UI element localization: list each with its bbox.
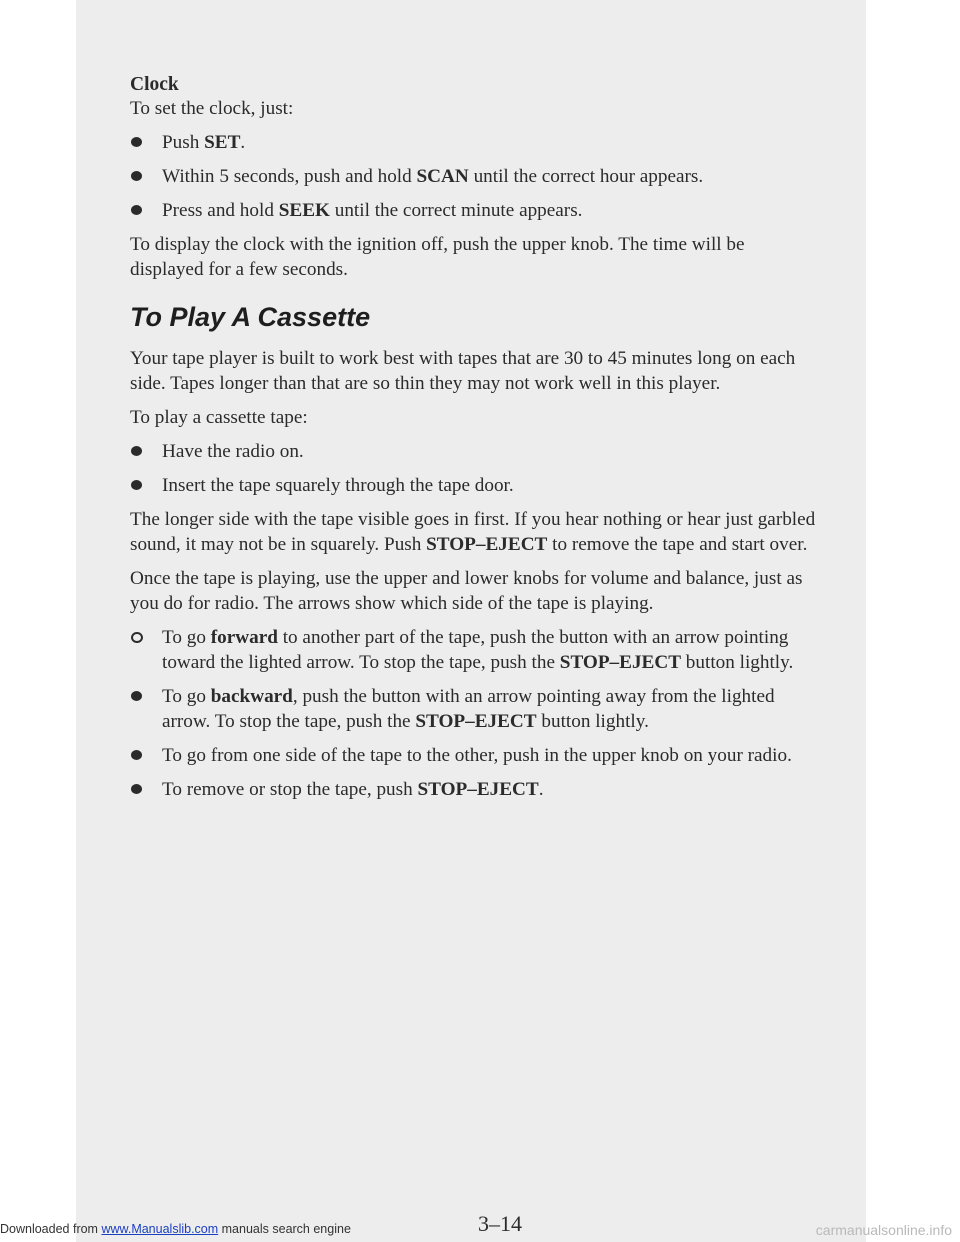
bullet-icon [131,632,143,643]
step-text: Press and hold [162,200,279,221]
step-text: until the correct hour appears. [468,166,704,187]
step-text: Push [162,132,205,153]
cassette-paragraph: Once the tape is playing, use the upper and lower knobs for volume and balance, just as you do for radio. The arrows show which side of the tape is playing. [130,568,803,614]
cassette-heading: To Play A Cassette [130,302,371,332]
list-item [130,130,820,155]
paragraph-text: The longer side with the tape visible goes in first. If you hear nothing or hear just garbled sound, it may not be in squarely. Push [130,509,816,555]
clock-heading: Clock [130,74,179,95]
cassette-paragraph: To play a cassette tape: [130,407,308,428]
step-text: . [240,132,246,153]
cassette-steps-list [130,439,820,498]
page-number-text: 3–14 [478,1211,522,1236]
watermark-text: carmanualsonline.info [815,1222,952,1238]
bullet-icon [131,205,142,215]
cassette-controls-list [130,625,820,802]
cassette-paragraph: Your tape player is built to work best with tapes that are 30 to 45 minutes long on each side. Tapes longer than that are so thin they may not work well in this player. [130,348,796,394]
footer-text: Downloaded from [0,1222,102,1236]
bullet-icon [131,691,142,701]
manual-page-content [130,74,820,811]
bullet-icon [131,171,142,181]
step-key: SET [204,132,241,153]
bullet-icon [131,480,142,490]
step-key: STOP–EJECT [559,652,681,673]
step-text: To go from one side of the tape to the other, push in the upper knob on your radio. [162,745,792,766]
step-text: Insert the tape squarely through the tape door. [162,475,514,496]
list-item [130,198,820,223]
list-item [130,777,820,802]
step-text: until the correct minute appears. [329,200,583,221]
manualslib-link[interactable]: www.Manualslib.com [101,1222,219,1236]
step-text: To go [162,627,211,648]
step-key: SEEK [278,200,330,221]
bullet-icon [131,137,142,147]
download-footer [0,1222,351,1236]
step-key: backward [210,686,293,707]
step-text: button lightly. [536,711,649,732]
step-text: to another part of the tape, push the button with an arrow pointing toward the lighted arrow. To stop the tape, push the [162,627,789,673]
step-text: , push the button with an arrow pointing away from the lighted arrow. To stop the tape, push the [162,686,775,732]
step-key: STOP–EJECT [417,779,539,800]
bullet-icon [131,784,142,794]
bullet-icon [131,446,142,456]
paragraph-key: STOP–EJECT [426,534,548,555]
paragraph-text: to remove the tape and start over. [547,534,808,555]
list-item [130,473,820,498]
list-item [130,625,820,675]
footer-text: manuals search engine [218,1222,351,1236]
step-text: button lightly. [681,652,794,673]
cassette-paragraph [130,507,820,557]
bullet-icon [131,750,142,760]
step-key: SCAN [416,166,469,187]
step-text: To remove or stop the tape, push [162,779,418,800]
step-text: Have the radio on. [162,441,304,462]
clock-note: To display the clock with the ignition off, push the upper knob. The time will be displayed for a few seconds. [130,234,745,280]
clock-steps-list [130,130,820,223]
step-text: To go [162,686,211,707]
step-key: forward [210,627,278,648]
list-item [130,684,820,734]
clock-intro: To set the clock, just: [130,98,294,119]
list-item [130,439,820,464]
step-text: Within 5 seconds, push and hold [162,166,417,187]
list-item [130,164,820,189]
step-text: . [538,779,544,800]
list-item [130,743,820,768]
step-key: STOP–EJECT [415,711,537,732]
